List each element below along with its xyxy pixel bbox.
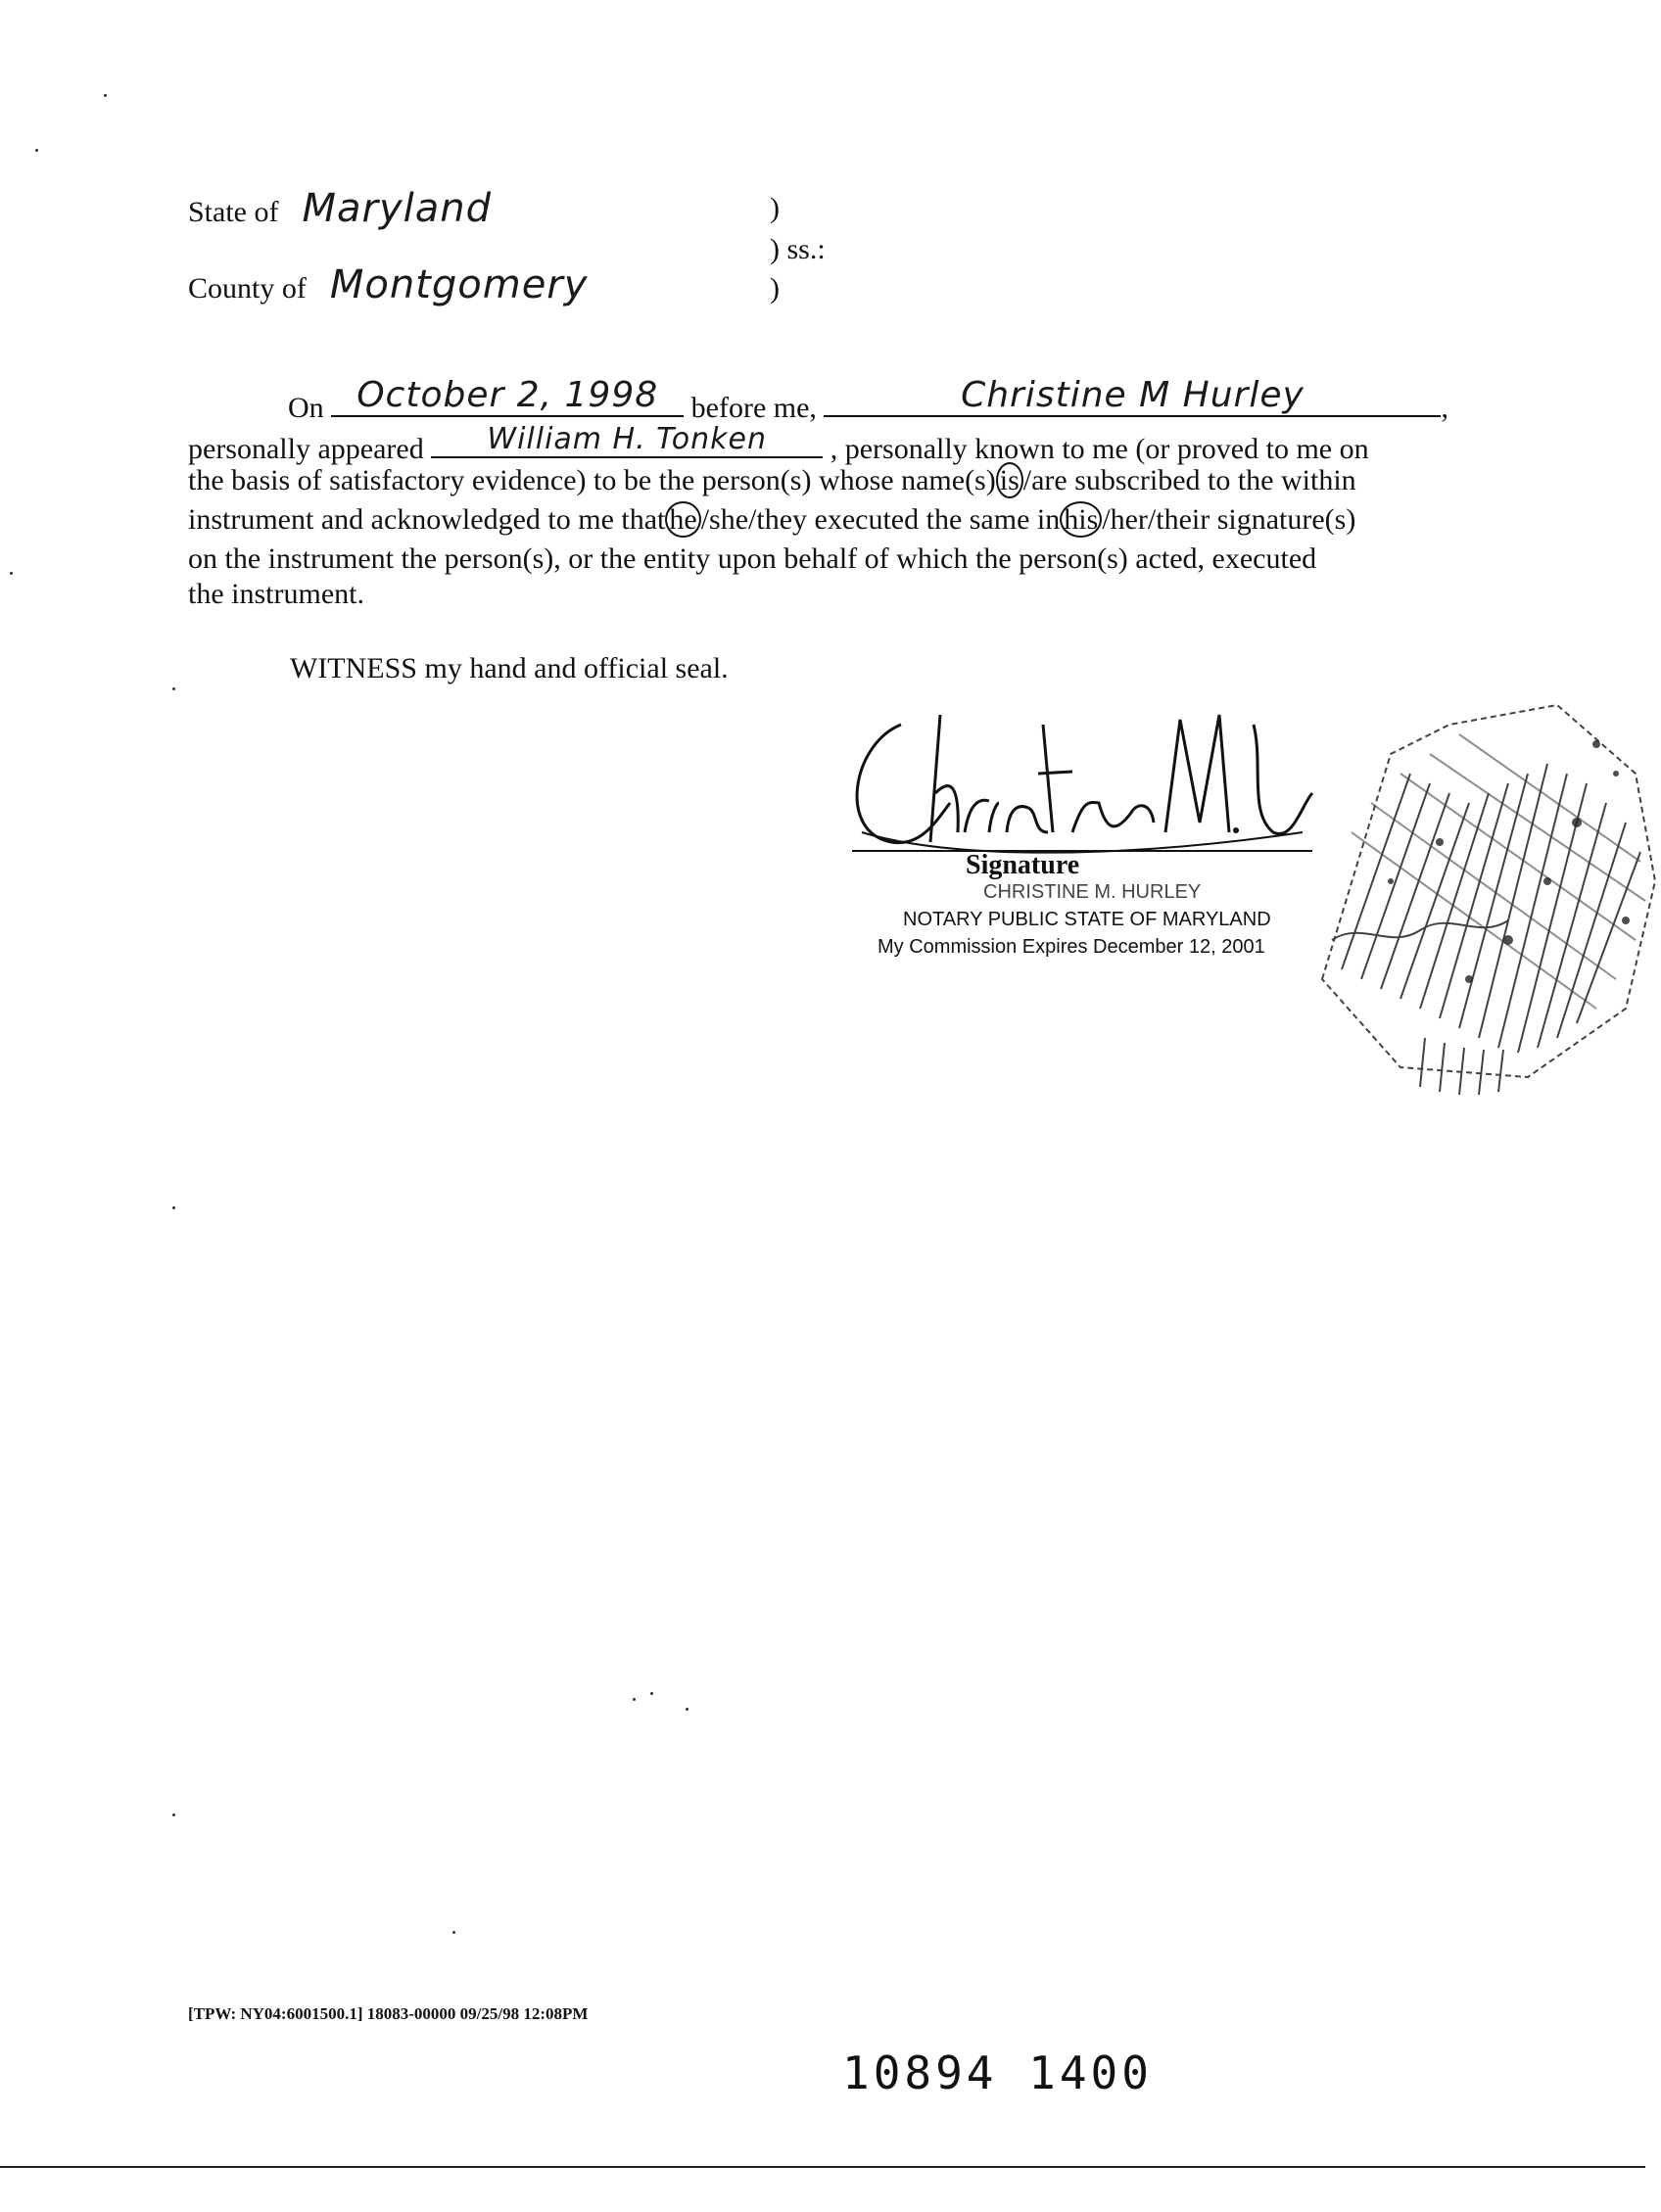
line2-rest: , personally known to me (or proved to me on	[830, 433, 1369, 465]
notary-name-value: Christine M Hurley	[961, 375, 1305, 415]
county-value: Montgomery	[329, 262, 589, 307]
line4-text-b: /she/they executed the same in	[700, 503, 1061, 536]
line4-text-c: /her/their signature(s)	[1102, 503, 1356, 536]
scan-speck	[104, 94, 107, 97]
scan-speck	[650, 1692, 653, 1695]
scan-speck	[35, 149, 38, 152]
ack-line-5: on the instrument the person(s), or the entity upon behalf of which the person(s) acted, executed	[188, 542, 1317, 575]
personally-appeared-label: personally appeared	[188, 433, 424, 465]
line3-text-a: the basis of satisfactory evidence) to be the person(s) whose name(s)	[188, 464, 996, 496]
ack-line-6: the instrument.	[188, 578, 364, 610]
scan-speck	[452, 1931, 455, 1934]
witness-statement: WITNESS my hand and official seal.	[290, 652, 729, 684]
signature-label: Signature	[966, 850, 1080, 880]
state-row	[188, 186, 492, 231]
ack-line-3	[188, 466, 1356, 495]
scan-speck	[633, 1698, 636, 1701]
appearer-name-value: William H. Tonken	[487, 422, 768, 456]
line1-comma: ,	[1441, 392, 1448, 424]
stamp-commission: My Commission Expires December 12, 2001	[878, 936, 1265, 958]
venue-paren-3: )	[770, 272, 780, 305]
ack-line-4	[188, 505, 1355, 535]
on-label: On	[288, 392, 324, 424]
notary-seal	[1303, 685, 1661, 1097]
circled-he: he	[665, 501, 700, 538]
before-me-label: before me,	[690, 392, 817, 424]
batch-number: 10894 1400	[842, 2047, 1153, 2099]
venue-paren-1: )	[770, 192, 780, 224]
venue-paren-ss: ) ss.:	[770, 233, 826, 265]
signature-line	[852, 850, 1312, 852]
stamp-notary-title: NOTARY PUBLIC STATE OF MARYLAND	[903, 909, 1271, 930]
scan-speck	[686, 1708, 688, 1711]
line3-text-b: /are subscribed to the within	[1022, 464, 1356, 496]
stamp-notary-name: CHRISTINE M. HURLEY	[983, 881, 1202, 903]
appearer-blank	[431, 422, 823, 458]
document-code: [TPW: NY04:6001500.1] 18083-00000 09/25/98 12:08PM	[188, 2004, 589, 2023]
scan-speck	[172, 687, 175, 690]
ack-line-1	[288, 375, 1448, 424]
date-blank	[331, 375, 684, 417]
line4-text-a: instrument and acknowledged to me that	[188, 503, 666, 536]
county-label: County of	[188, 272, 307, 305]
scan-speck	[172, 1813, 175, 1816]
bottom-rule	[0, 2166, 1645, 2168]
notary-name-blank	[824, 375, 1441, 417]
scan-speck	[172, 1206, 175, 1209]
state-value: Maryland	[302, 186, 492, 231]
circled-his: his	[1060, 501, 1102, 538]
scan-speck	[10, 572, 13, 575]
state-label: State of	[188, 196, 279, 228]
circled-is: is	[996, 462, 1023, 498]
date-value: October 2, 1998	[356, 375, 659, 415]
county-row	[188, 262, 588, 307]
handwritten-signature	[842, 685, 1332, 862]
ack-line-2	[188, 422, 1369, 465]
